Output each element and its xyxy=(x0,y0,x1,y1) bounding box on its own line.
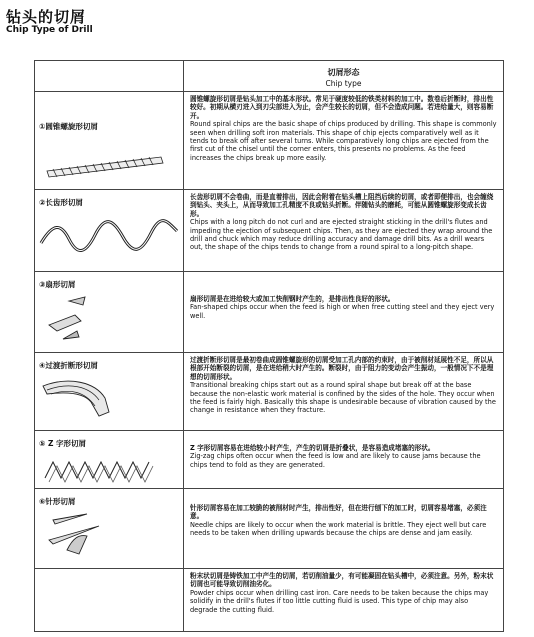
row-text-cn: 扇形切屑是在进给较大或加工快削钢时产生的，是排出性良好的形状。 xyxy=(190,295,395,303)
row-description xyxy=(183,91,503,189)
header-cn: 切屑形态 xyxy=(327,68,360,77)
row-text-en: Fan-shaped chips occur when the feed is high or when free cutting steel and they eject very well. xyxy=(190,303,495,320)
row-label: ②长齿形切屑 xyxy=(39,198,83,207)
table-row xyxy=(35,488,503,569)
row-text-cn: 圆锥螺旋形切屑是钻头加工中的基本形状。常见于硬度较低的铁类材料的加工中。数卷后折断时，排出性较好。初期从横刃进入到刃尖部进入为止，会产生较长的切屑，但不会造成问题。若进给量大，则容易断开。 xyxy=(190,95,494,120)
table-row xyxy=(35,352,503,431)
row-description xyxy=(183,568,503,631)
row-text-cn: Z 字形切屑容易在进给较小时产生，产生的切屑是折叠状，是容易造成堵塞的形状。 xyxy=(190,444,435,452)
table-row xyxy=(35,91,503,190)
row-description xyxy=(183,271,503,352)
row-label: ①圆锥螺旋形切屑 xyxy=(39,122,98,131)
table-row xyxy=(35,271,503,353)
row-text-en: Zig-zag chips often occur when the feed is low and are likely to cause jams because the chips tend to fold as they are generated. xyxy=(190,452,481,469)
long-pitch-chip-icon xyxy=(39,217,179,257)
header-en: Chip type xyxy=(325,79,362,88)
row-text-cn: 针形切屑容易在加工较脆的被削材时产生，排出性好，但在进行刨下的加工时，切屑容易堵塞，必须注意。 xyxy=(190,504,487,521)
row-label: ⑥针形切屑 xyxy=(39,497,76,506)
row-text-cn: 粉末状切屑是铸铁加工中产生的切屑，若切削油量少，有可能凝固在钻头槽中，必须注意。另外，粉末状切屑也可能导致切削油劣化。 xyxy=(190,572,494,589)
row-label: ⑤ Z 字形切屑 xyxy=(39,439,87,448)
header-blank-cell xyxy=(35,61,183,92)
row-text-en: Chips with a long pitch do not curl and are ejected straight sticking in the drill's flutes and impeding the ejection of subsequent chips. Then, as they are ejected they wrap around the drill and chuck which may reduce drilling accuracy and damage drill bits. As a drill wears out, the shape of the chips tends to change from a round spiral to a long-pitch shape. xyxy=(190,218,493,252)
row-label: ③扇形切屑 xyxy=(39,280,76,289)
row-text-en: Powder chips occur when drilling cast iron. Care needs to be taken because the chips may solidify in the drill's flutes if too little cutting fluid is used. This type of chip may also degrade the cutting fluid. xyxy=(190,588,489,614)
table-row xyxy=(35,189,503,272)
table-row xyxy=(35,568,503,631)
row-text-en: Round spiral chips are the basic shape of chips produced by drilling. This shape is commonly seen when drilling soft iron materials. This shape of chip ejects comparatively well as it tends to break off after several turns. While comparatively long chips are ejected from the first cut of the chisel until the corner enters, this presents no problems. As the feed increases the chips break up more easily. xyxy=(190,120,497,162)
transitional-breaking-chip-icon xyxy=(39,372,179,424)
row-description xyxy=(183,430,503,488)
needle-chip-icon xyxy=(39,510,179,556)
table-row xyxy=(35,430,503,489)
fan-shaped-chip-icon xyxy=(39,291,179,343)
row-description xyxy=(183,352,503,430)
table-header xyxy=(183,61,503,92)
row-description xyxy=(183,488,503,568)
row-text-cn: 过渡折断形切屑是最初卷曲成圆锥螺旋形的切屑受加工孔内部的约束时，由于被削材延展性不足，所以从根部开始断裂的切屑，是在进给稍大时产生的。断裂时，由于阻力的变动会产生振动，一般情况下不是理想的切屑形状。 xyxy=(190,356,494,381)
row-description xyxy=(183,189,503,271)
zig-zag-chip-icon xyxy=(39,450,179,484)
row-text-en: Needle chips are likely to occur when the work material is brittle. They eject well but care needs to be taken when drilling upwards because the chips are dense and jam easily. xyxy=(190,520,487,538)
row-text-cn: 长齿形切屑不会卷曲，而是直着排出，因此会附着在钻头槽上阻挡后续的切屑，或者即便排出，也会缠绕到钻头、夹头上，从而导致加工孔精度不良或钻头折断。伴随钻头的磨耗，可能从圆锥螺旋形变成长齿形。 xyxy=(190,193,494,218)
conical-spiral-chip-icon xyxy=(39,147,179,181)
row-text-en: Transitional breaking chips start out as a round spiral shape but break off at the base because the non-elastic work material is confined by the sides of the hole. They occur when the feed is fairly high. Basically this shape is undesirable because of vibration caused by the change in resistance when they fracture. xyxy=(190,381,496,415)
page-title: 钻头的切屑 xyxy=(6,8,87,26)
row-label: ④过渡折断形切屑 xyxy=(39,361,98,370)
page-subtitle: Chip Type of Drill xyxy=(6,25,93,35)
chip-type-table xyxy=(34,60,504,632)
